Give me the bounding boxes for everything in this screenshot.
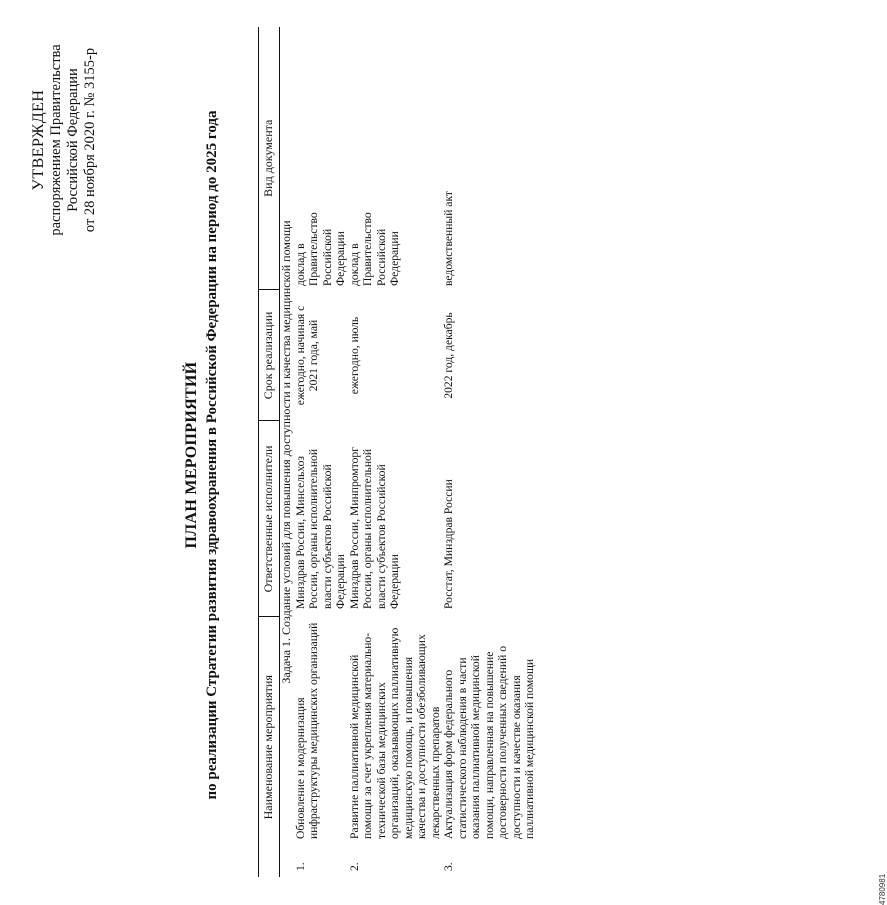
header-term: Срок реализации <box>259 290 280 421</box>
table-header-row <box>259 27 280 877</box>
document-id: 4780981 <box>878 873 887 905</box>
row-executors: Минздрав России, Минпромторг России, органы исполнительной власти субъектов Российской Федерации <box>347 447 401 609</box>
approval-line-2: Российской Федерации <box>65 68 81 212</box>
header-executors: Ответственные исполнители <box>259 421 280 617</box>
row-doc: ведомственный акт <box>442 191 455 286</box>
row-term: ежегодно, начиная с 2021 года, май <box>293 305 320 406</box>
row-doc: доклад в Правительство Российской Федерации <box>293 212 347 286</box>
title-subtitle: по реализации Стратегии развития здравоохранения в Российской Федерации на период до 2025 года <box>204 110 220 800</box>
task-heading: Задача 1. Создание условий для повышения доступности и качества медицинской помощи <box>279 220 293 684</box>
table-row <box>294 27 348 877</box>
row-doc: доклад в Правительство Российской Федерации <box>347 212 401 286</box>
row-name: Обновление и модернизация инфраструктуры медицинских организаций <box>293 622 320 839</box>
row-number: 1. <box>293 862 307 871</box>
document-title <box>182 105 222 805</box>
row-term: 2022 год, декабрь <box>442 312 455 399</box>
header-name: Наименование мероприятия <box>259 617 280 877</box>
header-doc: Вид документа <box>259 27 280 290</box>
title-main: ПЛАН МЕРОПРИЯТИЙ <box>183 361 200 549</box>
action-plan-table <box>258 27 537 877</box>
row-term: ежегодно, июль <box>347 316 361 395</box>
table-row <box>442 27 537 877</box>
row-executors: Минздрав России, Минсельхоз России, органы исполнительной власти субъектов Российской Федерации <box>293 448 347 609</box>
table-row <box>348 27 443 877</box>
row-number: 3. <box>442 862 455 871</box>
approval-line-1: распоряжением Правительства <box>48 44 64 236</box>
row-number: 2. <box>347 862 361 871</box>
approval-line-3: от 28 ноября 2020 г. № 3155-р <box>82 47 98 233</box>
row-executors: Росстат, Минздрав России <box>442 479 455 609</box>
approval-heading: УТВЕРЖДЕН <box>30 89 47 191</box>
row-name: Актуализация форм федерального статистического наблюдения в части оказания паллиативной медицинской помощи, направленная на повышение достоверности полученных сведений о доступности и качестве оказания паллиативной медицинской помощи <box>442 646 536 839</box>
row-name: Развитие паллиативной медицинской помощи за счет укрепления материально-технической базы медицинских организаций, оказывающих паллиативную медицинскую помощь, и повышения качества и доступности обезболивающих лекарственных препаратов <box>347 627 442 839</box>
approval-stamp <box>30 15 99 265</box>
task-row <box>280 27 294 877</box>
